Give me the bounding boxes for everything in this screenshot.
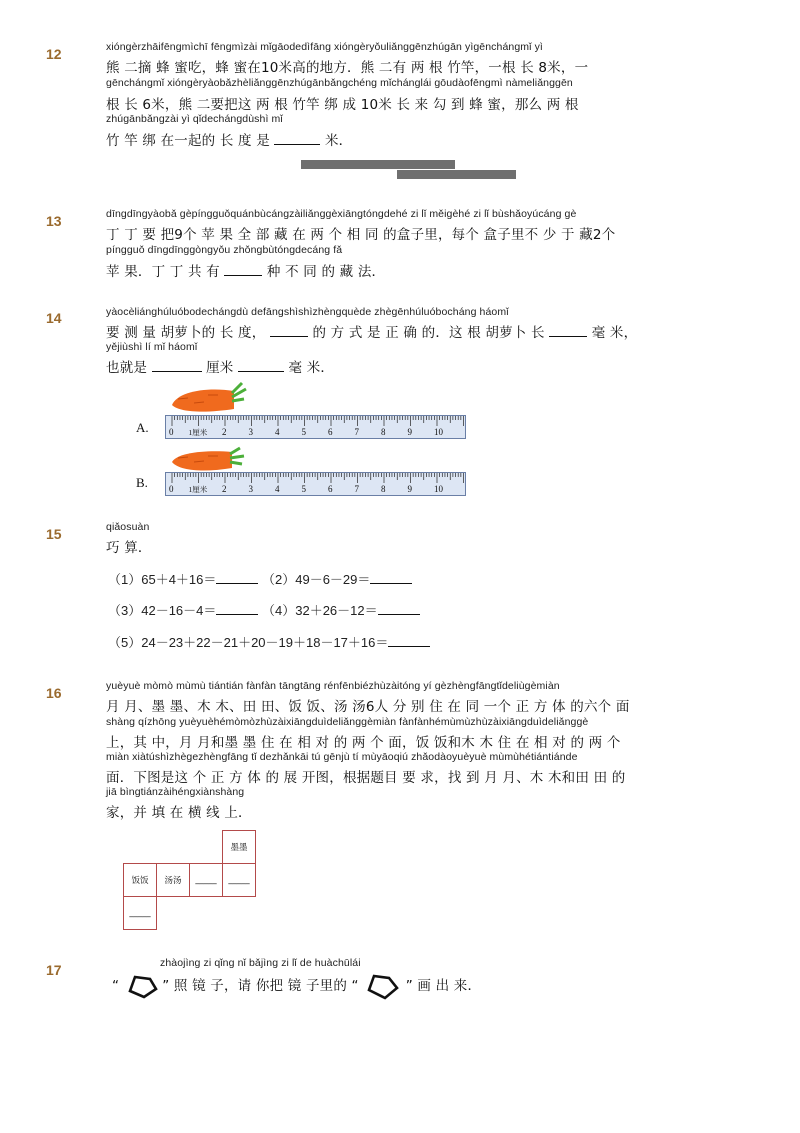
pinyin-line: miàn xiàtúshìzhègezhèngfāng tǐ dezhǎnkāi tú gēnjù tí mùyāoqiú zhǎodàoyuèyuè mùmùhétiántiánde <box>106 751 578 763</box>
ruler-label: 9 <box>407 427 412 437</box>
pinyin-line: píngguǒ dīngdīnggòngyǒu zhǒngbùtóngdecáng fǎ <box>106 244 343 256</box>
question-text-line <box>106 260 385 280</box>
ruler-label: 0 <box>169 484 174 494</box>
pinyin-line: shàng qízhōng yuèyuèhémòmòzhùzàixiāngduìdeliǎnggèmiàn fànfànhémùmùzhùzàixiāngduìdeliǎnggè <box>106 716 589 728</box>
question-number-15: 15 <box>46 526 62 542</box>
pinyin-line: yuèyuè mòmò mùmù tiántián fànfàn tāngtāng rénfēnbiézhùzàitóng yí gèzhèngfāngtǐdeliùgèmiàn <box>106 680 560 692</box>
net-cell-blank[interactable]: _____ <box>124 897 157 930</box>
answer-blank[interactable] <box>216 604 258 615</box>
ruler-ticks <box>166 416 467 440</box>
pinyin-line: jiā bìngtiánzàihéngxiànshàng <box>106 786 245 798</box>
option-a-label: A. <box>136 420 149 435</box>
question-text-line: 根 长 6米，熊 二要把这 两 根 竹竿 绑 成 10米 长 来 勾 到 蜂 蜜，那么 两 根 <box>106 97 579 113</box>
ruler-label: 10 <box>434 484 443 494</box>
pinyin-line: zhúgānbǎngzài yì qǐdechángdùshì mǐ <box>106 113 283 125</box>
text-segment: 种 不 同 的 藏 法． <box>266 264 386 280</box>
calc-row <box>108 632 430 651</box>
ruler-label: 0 <box>169 427 174 437</box>
ruler-label: 10 <box>434 427 443 437</box>
cube-net <box>123 830 256 930</box>
ruler-label: 1厘米 <box>188 428 208 437</box>
question-text-line <box>106 356 334 376</box>
answer-blank[interactable] <box>224 265 262 276</box>
net-cell-tangtang: 汤汤 <box>157 864 190 897</box>
calc-item-4: （4）32＋26－12＝ <box>262 603 378 618</box>
text-segment: 苹 果．丁 丁 共 有 <box>106 264 220 280</box>
calc-item-3: （3）42－16－4＝ <box>108 603 217 618</box>
question-number-12: 12 <box>46 46 62 62</box>
net-cell-blank[interactable]: _____ <box>190 864 223 897</box>
text-segment: 要 测 量 胡萝卜的 长 度， <box>106 325 266 341</box>
answer-blank[interactable] <box>549 326 587 337</box>
answer-blank[interactable] <box>216 573 258 584</box>
pinyin-line: yàocèliánghúluóbodechángdù defāngshìshìzhèngquède zhègēnhúluóbocháng háomǐ <box>106 306 509 318</box>
pinyin-line: xióngèrzhāifēngmìchī fēngmìzài mǐgāodedìfāng xióngèryǒuliǎnggēnzhúgān yìgēnchángmǐ yì <box>106 41 543 53</box>
ruler-label: 9 <box>407 484 412 494</box>
question-number-16: 16 <box>46 685 62 701</box>
carrot-icon <box>168 381 248 415</box>
answer-blank[interactable] <box>274 134 320 145</box>
question-number-17: 17 <box>46 962 62 978</box>
ruler-label: 6 <box>328 427 333 437</box>
bamboo-pole-6m <box>397 170 516 179</box>
pinyin-line: yějiùshì lí mǐ háomǐ <box>106 341 198 353</box>
ruler-label: 5 <box>301 484 306 494</box>
ruler-label: 7 <box>354 484 359 494</box>
question-text-line: 丁 丁 要 把9个 苹 果 全 部 藏 在 两 个 相 同 的盒子里，每个 盒子里不 少 于 藏2个 <box>106 227 616 243</box>
pinyin-line: dīngdīngyàobǎ gèpíngguǒquánbùcángzàiliǎnggèxiāngtóngdehé zi lǐ měigèhé zi lǐ bùshǎoyúcáng gè <box>106 208 577 220</box>
carrot-icon <box>168 446 248 474</box>
bamboo-pole-8m <box>301 160 455 169</box>
pentagon-icon <box>124 973 158 999</box>
question-text-line: 熊 二摘 蜂 蜜吃，蜂 蜜在10米高的地方．熊 二有 两 根 竹竿，一根 长 8米，一 <box>106 60 589 76</box>
answer-blank[interactable] <box>270 326 308 337</box>
question-text-line: 上，其 中，月 月和墨 墨 住 在 相 对 的 两 个 面，饭 饭和木 木 住 在 相 对 的 两 个 <box>106 735 621 751</box>
ruler-label: 2 <box>222 427 227 437</box>
ruler-label: 4 <box>275 427 280 437</box>
text-segment: 的 方 式 是 正 确 的．这 根 胡萝卜 长 <box>312 325 545 341</box>
question-number-14: 14 <box>46 310 62 326</box>
question-number-13: 13 <box>46 213 62 229</box>
calc-item-5: （5）24－23＋22－21＋20－19＋18－17＋16＝ <box>108 635 389 650</box>
answer-blank[interactable] <box>378 604 420 615</box>
ruler-label: 5 <box>301 427 306 437</box>
net-cell-fanfan: 饭饭 <box>124 864 157 897</box>
text-segment: 毫 米． <box>288 360 335 376</box>
question-text-line <box>106 321 637 341</box>
answer-blank[interactable] <box>152 361 202 372</box>
ruler-a <box>165 415 466 439</box>
net-cell-blank[interactable]: _____ <box>223 864 256 897</box>
ruler-ticks <box>166 473 467 497</box>
ruler-label: 7 <box>354 427 359 437</box>
question-text-line: 家，并 填 在 横 线 上． <box>106 805 252 821</box>
calc-item-1: （1）65＋4＋16＝ <box>108 572 217 587</box>
text-segment: 米． <box>324 133 353 149</box>
open-quote: “ <box>112 978 120 994</box>
text-segment: 也就是 <box>106 360 148 376</box>
ruler-label: 4 <box>275 484 280 494</box>
text-segment: ” 照 镜 子，请 你把 镜 子里的 “ <box>162 978 359 994</box>
pinyin-line: zhàojìng zi qǐng nǐ bǎjìng zi lǐ de huàchūlái <box>160 957 361 969</box>
net-cell-momo: 墨墨 <box>223 831 256 864</box>
ruler-label: 2 <box>222 484 227 494</box>
text-segment: 毫 米， <box>591 325 638 341</box>
pinyin-line: qiǎosuàn <box>106 521 150 533</box>
ruler-label: 3 <box>248 484 253 494</box>
ruler-label: 6 <box>328 484 333 494</box>
question-text-line <box>112 972 481 1000</box>
ruler-label: 8 <box>381 484 386 494</box>
answer-blank[interactable] <box>388 636 430 647</box>
answer-blank[interactable] <box>370 573 412 584</box>
calc-item-2: （2）49－6－29＝ <box>262 572 371 587</box>
ruler-label: 3 <box>248 427 253 437</box>
option-b-label: B. <box>136 475 148 490</box>
question-text-line: 月 月、墨 墨、木 木、田 田、饭 饭、汤 汤6人 分 别 住 在 同 一个 正 方 体 的六个 面 <box>106 699 630 715</box>
question-text-line: 巧 算． <box>106 540 152 556</box>
calc-row <box>108 600 420 619</box>
ruler-label: 8 <box>381 427 386 437</box>
text-segment: ” 画 出 来． <box>405 978 482 994</box>
ruler-b <box>165 472 466 496</box>
ruler-label: 1厘米 <box>188 485 208 494</box>
answer-blank[interactable] <box>238 361 284 372</box>
pentagon-icon <box>363 972 401 1000</box>
pinyin-line: gēnchángmǐ xióngèryàobǎzhèliǎnggēnzhúgānbǎngchéng mǐchánglái gōudàofēngmì nàmeliǎnggēn <box>106 77 573 89</box>
calc-row <box>108 569 412 588</box>
text-segment: 竹 竿 绑 在一起的 长 度 是 <box>106 133 270 149</box>
question-text-line: 面．下图是这 个 正 方 体 的 展 开图，根据题目 要 求，找 到 月 月、木 木和田 田 的 <box>106 770 626 786</box>
text-segment: 厘米 <box>206 360 234 376</box>
question-text-line <box>106 129 352 149</box>
